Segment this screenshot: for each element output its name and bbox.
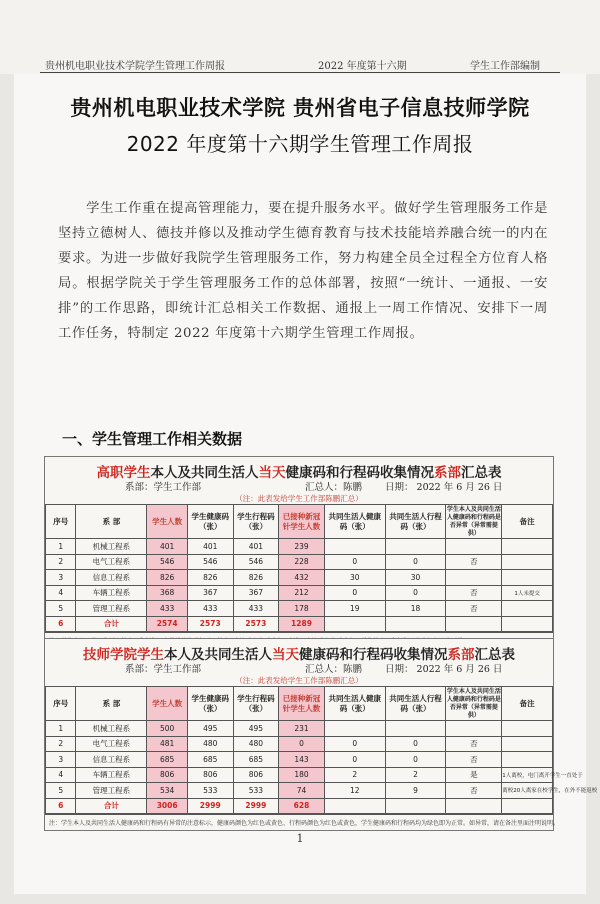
table-cell: 是 (446, 767, 502, 783)
date-label: 日期： 2022 年 6 月 26 日 (385, 664, 503, 675)
title-part: 汇总表 (461, 465, 502, 481)
table-cell: 0 (324, 752, 385, 768)
table-cell (385, 798, 446, 814)
table-cell (385, 539, 446, 555)
table-cell: 2 (46, 736, 76, 752)
table-cell: 管理工程系 (76, 601, 147, 617)
table-cell (502, 554, 553, 570)
col-header: 序号 (46, 505, 76, 539)
table-cell: 533 (187, 783, 233, 799)
col-header: 序号 (46, 687, 76, 721)
table-cell: 534 (147, 783, 188, 799)
table-header-row (46, 687, 553, 721)
table-cell: 4 (46, 585, 76, 601)
title-part: 技师学院学生 (83, 647, 164, 663)
table-cell: 546 (147, 554, 188, 570)
table-cell: 546 (187, 554, 233, 570)
table-cell: 432 (279, 570, 325, 586)
table-row (46, 752, 553, 768)
table-cell: 5 (46, 601, 76, 617)
table-cell: 806 (147, 767, 188, 783)
table-cell: 1289 (279, 616, 325, 632)
table-cell: 826 (233, 570, 279, 586)
table-cell (502, 601, 553, 617)
table-cell (446, 721, 502, 737)
table-cell: 6 (46, 798, 76, 814)
table-cell: 否 (446, 752, 502, 768)
table-cell: 18 (385, 601, 446, 617)
table-cell: 433 (147, 601, 188, 617)
table-cell: 0 (385, 585, 446, 601)
table-cell: 车辆工程系 (76, 585, 147, 601)
table-cell: 2573 (233, 616, 279, 632)
table-cell: 628 (279, 798, 325, 814)
table-cell: 3 (46, 570, 76, 586)
document-title-line1: 贵州机电职业技术学院 贵州省电子信息技师学院 (70, 96, 530, 120)
table-cell: 19 (324, 601, 385, 617)
table-cell: 1人未提交 (502, 585, 553, 601)
table-cell: 500 (147, 721, 188, 737)
title-part: 本人及共同生活人 (150, 465, 259, 481)
table-cell: 685 (233, 752, 279, 768)
table-cell (446, 616, 502, 632)
col-header: 共同生活人健康码（张） (324, 505, 385, 539)
table-cell (324, 721, 385, 737)
col-header: 学生本人及共同生活人健康码和行程码是否异常（异常需提供） (446, 505, 501, 537)
table-cell: 2 (385, 767, 446, 783)
col-header: 备注 (502, 505, 553, 539)
table-title (45, 639, 553, 661)
col-header: 学生行程码（张） (233, 505, 279, 539)
title-part: 汇总表 (474, 647, 515, 663)
table-cell: 车辆工程系 (76, 767, 147, 783)
table-cell (446, 539, 502, 555)
section-heading: 一、学生管理工作相关数据 (62, 430, 243, 448)
table-cell: 2573 (187, 616, 233, 632)
summarizer-label: 汇总人：陈鹏 (305, 482, 363, 493)
table-cell: 0 (324, 736, 385, 752)
table-cell (502, 736, 553, 752)
col-header: 学生人数 (147, 687, 188, 721)
table-cell: 433 (233, 601, 279, 617)
title-part: 当天 (272, 647, 299, 663)
table-cell: 管理工程系 (76, 783, 147, 799)
col-header: 已接种新冠针学生人数 (279, 687, 325, 721)
table-cell: 368 (147, 585, 188, 601)
table-cell: 3 (46, 752, 76, 768)
table-cell: 143 (279, 752, 325, 768)
table-cell (385, 721, 446, 737)
table-cell (324, 798, 385, 814)
table-cell: 367 (233, 585, 279, 601)
table-meta (45, 661, 553, 675)
table-note: （注：此表发给学生工作部陈鹏汇总） (235, 676, 363, 685)
table-cell: 30 (385, 570, 446, 586)
table-cell: 否 (446, 783, 502, 799)
table-cell: 212 (279, 585, 325, 601)
table-cell: 2 (324, 767, 385, 783)
table-cell (502, 721, 553, 737)
col-header: 学生人数 (147, 505, 188, 539)
table-cell: 否 (446, 736, 502, 752)
title-part: 系部 (434, 465, 461, 481)
table-cell: 2574 (147, 616, 188, 632)
table-cell: 0 (385, 554, 446, 570)
col-header: 共同生活人行程码（张） (385, 505, 446, 539)
table-cell: 178 (279, 601, 325, 617)
table-cell: 806 (233, 767, 279, 783)
table-cell: 2999 (187, 798, 233, 814)
intro-paragraph (58, 196, 548, 346)
table-cell (446, 570, 502, 586)
table-cell: 231 (279, 721, 325, 737)
title-part: 高职学生 (96, 465, 151, 481)
table-title (45, 457, 553, 479)
table-row (46, 798, 553, 814)
table-cell: 0 (279, 736, 325, 752)
table-cell: 2999 (233, 798, 279, 814)
table-cell: 离校20人离家在校学生，在外不能返校 (502, 783, 553, 799)
table-cell: 546 (233, 554, 279, 570)
running-header (0, 0, 600, 74)
header-center-text: 2022 年度第十六期 (318, 61, 407, 72)
summary-table-technician (44, 638, 598, 831)
table-cell: 信息工程系 (76, 570, 147, 586)
col-header: 共同生活人行程码（张） (385, 687, 446, 721)
table-cell: 否 (446, 554, 502, 570)
data-table (45, 686, 598, 814)
table-cell (502, 570, 553, 586)
table-row (46, 585, 553, 601)
table-cell: 495 (233, 721, 279, 737)
table-cell: 495 (187, 721, 233, 737)
table-cell: 0 (385, 736, 446, 752)
table-cell: 1 (46, 721, 76, 737)
table-cell: 228 (279, 554, 325, 570)
col-header: 备注 (502, 687, 553, 721)
table-cell: 806 (187, 767, 233, 783)
table-cell (502, 539, 553, 555)
col-header: 学生健康码（张） (187, 505, 233, 539)
data-table (45, 504, 553, 632)
table-cell: 0 (324, 554, 385, 570)
table-cell: 3006 (147, 798, 188, 814)
header-left-text: 贵州机电职业技术学院学生管理工作周报 (45, 61, 225, 72)
table-row (46, 721, 553, 737)
table-row (46, 554, 553, 570)
summarizer-label: 汇总人：陈鹏 (305, 664, 363, 675)
date-label: 日期： 2022 年 6 月 26 日 (385, 482, 503, 493)
table-cell: 433 (187, 601, 233, 617)
dept-label: 系部：学生工作部 (125, 482, 202, 493)
table-cell: 401 (187, 539, 233, 555)
table-row (46, 539, 553, 555)
col-header: 系 部 (76, 687, 147, 721)
table-row (46, 570, 553, 586)
table-cell: 否 (446, 585, 502, 601)
table-cell: 机械工程系 (76, 721, 147, 737)
title-part: 系部 (447, 647, 475, 663)
table-cell (324, 616, 385, 632)
table-row (46, 767, 553, 783)
title-part: 健康码和行程码收集情况 (299, 647, 448, 663)
table-cell: 电气工程系 (76, 554, 147, 570)
document-title-line2: 2022 年度第十六期学生管理工作周报 (126, 132, 474, 156)
table-cell: 481 (147, 736, 188, 752)
table-cell: 30 (324, 570, 385, 586)
table-cell (446, 798, 502, 814)
table-cell: 367 (187, 585, 233, 601)
table-cell: 0 (324, 585, 385, 601)
table-note: （注：此表发给学生工作部陈鹏汇总） (235, 494, 363, 503)
summary-table-vocational (44, 456, 554, 649)
col-header: 学生本人及共同生活人健康码和行程码是否异常（异常需提供） (446, 687, 501, 719)
table-row (46, 616, 553, 632)
header-rule (40, 72, 560, 73)
table-cell: 826 (187, 570, 233, 586)
table-row (46, 783, 553, 799)
table-row (46, 736, 553, 752)
title-part: 当天 (258, 465, 286, 481)
table-cell: 12 (324, 783, 385, 799)
table-cell: 电气工程系 (76, 736, 147, 752)
table-footnote: 注：学生本人及共同生活人健康码和行程码有异常的注意标示，健康码颜色为红色或黄色、行程码颜色为红色或黄色，学生健康码和行程码均为绿色即为正常。如异常，请在备注里面注明说明。 (45, 814, 553, 830)
col-header: 共同生活人健康码（张） (324, 687, 385, 721)
table-row (46, 601, 553, 617)
table-cell: 6 (46, 616, 76, 632)
table-cell (385, 616, 446, 632)
table-meta (45, 479, 553, 493)
table-cell: 480 (233, 736, 279, 752)
table-cell: 信息工程系 (76, 752, 147, 768)
table-cell: 5 (46, 783, 76, 799)
table-cell: 74 (279, 783, 325, 799)
table-cell: 826 (147, 570, 188, 586)
table-cell: 480 (187, 736, 233, 752)
table-cell: 4 (46, 767, 76, 783)
table-cell: 1 (46, 539, 76, 555)
table-cell: 合计 (76, 616, 147, 632)
table-cell: 685 (187, 752, 233, 768)
header-right-text: 学生工作部编制 (470, 61, 540, 72)
title-part: 本人及共同生活人 (164, 647, 272, 663)
col-header: 已接种新冠针学生人数 (279, 505, 325, 539)
table-cell (502, 616, 553, 632)
page-number: 1 (296, 832, 304, 845)
col-header: 系 部 (76, 505, 147, 539)
title-part: 健康码和行程码收集情况 (285, 465, 434, 481)
col-header: 学生健康码（张） (187, 687, 233, 721)
table-cell: 239 (279, 539, 325, 555)
table-cell: 1人离校，电门离开学生一直处于 (502, 767, 553, 783)
table-cell: 0 (385, 752, 446, 768)
table-cell: 401 (147, 539, 188, 555)
table-cell (502, 752, 553, 768)
table-cell: 2 (46, 554, 76, 570)
table-cell: 180 (279, 767, 325, 783)
table-cell: 合计 (76, 798, 147, 814)
table-cell: 9 (385, 783, 446, 799)
table-cell: 机械工程系 (76, 539, 147, 555)
table-cell (502, 798, 553, 814)
table-cell: 685 (147, 752, 188, 768)
dept-label: 系部：学生工作部 (125, 664, 202, 675)
table-cell (324, 539, 385, 555)
table-cell: 533 (233, 783, 279, 799)
intro-text: 学生工作重在提高管理能力，要在提升服务水平。做好学生管理服务工作是坚持立德树人、德技并修以及推动学生德育教育与技术技能培养融合统一的内在要求。为进一步做好我院学生管理服务工作，努力构建全员全过程全方位育人格局。根据学院关于学生管理服务工作的总体部署，按照“一统计、一通报、一安排”的工作思路，即统计汇总相关工作数据、通报上一周工作情况、安排下一周工作任务，特制定 2022 年度第十六期学生管理工作周报。 (58, 201, 548, 341)
col-header: 学生行程码（张） (233, 687, 279, 721)
table-cell: 否 (446, 601, 502, 617)
table-header-row (46, 505, 553, 539)
table-cell: 401 (233, 539, 279, 555)
